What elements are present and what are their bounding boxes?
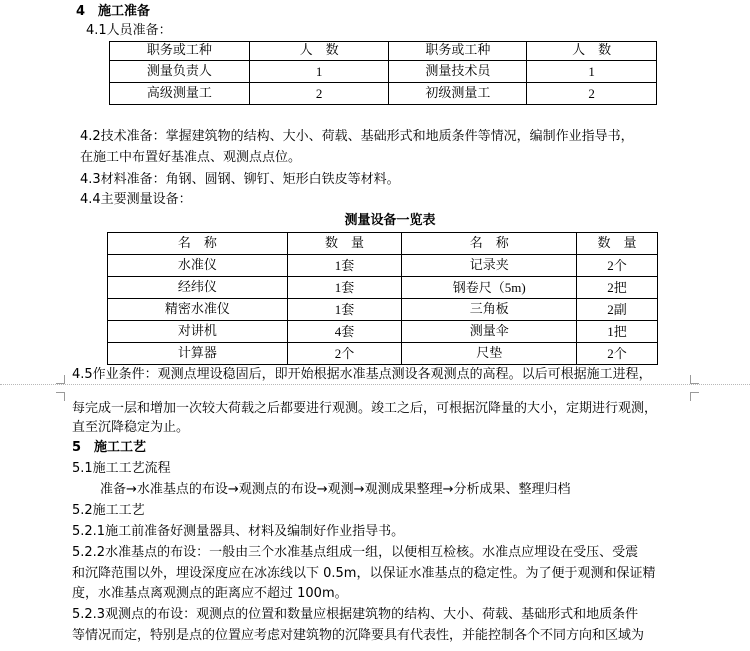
table-row xyxy=(108,277,658,299)
table-header-row xyxy=(110,42,657,61)
table-cell: 1 xyxy=(249,61,389,83)
table-cell: 1套 xyxy=(287,277,402,299)
table-cell: 1套 xyxy=(287,255,402,277)
section-4-1-heading: 4.1人员准备： xyxy=(86,23,172,38)
section-4-5-line-1: 4.5作业条件：观测点埋设稳固后，即开始根据水准基点测设各观测点的高程。以后可根据施工进程， xyxy=(72,367,652,382)
section-5-2-3-line-2: 等情况而定，特别是点的位置应考虑对建筑物的沉降要具有代表性，并能控制各个不同方向和区域为 xyxy=(72,628,645,643)
header-cell: 人 数 xyxy=(527,42,657,61)
table-cell: 经纬仪 xyxy=(108,277,288,299)
page-break-divider xyxy=(0,384,750,385)
table-cell: 2 xyxy=(249,83,389,105)
table-cell: 三角板 xyxy=(402,299,577,321)
table-cell: 初级测量工 xyxy=(389,83,527,105)
corner-mark-icon xyxy=(56,375,65,384)
table-row xyxy=(108,321,658,343)
section-4-2-line-1: 4.2技术准备：掌握建筑物的结构、大小、荷载、基础形式和地质条件等情况，编制作业指导书， xyxy=(80,129,634,144)
section-4-3: 4.3材料准备：角钢、圆钢、铆钉、矩形白铁皮等材料。 xyxy=(80,172,400,187)
table-cell: 2 xyxy=(527,83,657,105)
table-row xyxy=(108,343,658,365)
table-cell: 2副 xyxy=(577,299,658,321)
section-4-5-line-2: 每完成一层和增加一次较大荷载之后都要进行观测。竣工之后，可根据沉降量的大小，定期进行观测， xyxy=(72,401,658,416)
table-cell: 2个 xyxy=(577,343,658,365)
section-4-2-line-2: 在施工中布置好基准点、观测点点位。 xyxy=(80,150,302,165)
table-cell: 尺垫 xyxy=(402,343,577,365)
table-cell: 精密水准仪 xyxy=(108,299,288,321)
table-cell: 对讲机 xyxy=(108,321,288,343)
table-cell: 1把 xyxy=(577,321,658,343)
header-cell: 数 量 xyxy=(577,233,658,255)
header-cell: 名 称 xyxy=(402,233,577,255)
header-cell: 数 量 xyxy=(287,233,402,255)
table-cell: 计算器 xyxy=(108,343,288,365)
table-cell: 2个 xyxy=(287,343,402,365)
table-cell: 记录夹 xyxy=(402,255,577,277)
table-cell: 4套 xyxy=(287,321,402,343)
section-5-2-1: 5.2.1施工前准备好测量器具、材料及编制好作业指导书。 xyxy=(72,524,405,539)
table-cell: 高级测量工 xyxy=(110,83,250,105)
corner-mark-icon xyxy=(690,375,699,384)
table-header-row xyxy=(108,233,658,255)
header-cell: 职务或工种 xyxy=(389,42,527,61)
corner-mark-icon xyxy=(690,392,699,401)
personnel-table xyxy=(109,41,657,105)
table-cell: 测量负责人 xyxy=(110,61,250,83)
table-cell: 测量技术员 xyxy=(389,61,527,83)
section-5-2-3-line-1: 5.2.3观测点的布设：观测点的位置和数量应根据建筑物的结构、大小、荷载、基础形式和地质条件 xyxy=(72,607,639,622)
table-cell: 1 xyxy=(527,61,657,83)
table-cell: 2把 xyxy=(577,277,658,299)
table-row xyxy=(108,255,658,277)
section-5-heading: 5 施工工艺 xyxy=(72,440,147,455)
table-cell: 钢卷尺（5m) xyxy=(402,277,577,299)
section-5-2-2-line-2: 和沉降范围以外，埋设深度应在冰冻线以下 0.5m，以保证水准基点的稳定性。为了便于观测和保证精 xyxy=(72,566,656,581)
equipment-table xyxy=(107,232,658,365)
section-5-2-2-line-3: 度，水准基点离观测点的距离应不超过 100m。 xyxy=(72,586,348,601)
section-4-5-line-3: 直至沉降稳定为止。 xyxy=(72,420,190,435)
section-5-1-heading: 5.1施工工艺流程 xyxy=(72,461,171,476)
table-row xyxy=(108,299,658,321)
table-cell: 测量伞 xyxy=(402,321,577,343)
table-cell: 水准仪 xyxy=(108,255,288,277)
equipment-table-title: 测量设备一览表 xyxy=(344,213,436,228)
table-cell: 1套 xyxy=(287,299,402,321)
corner-mark-icon xyxy=(56,392,65,401)
table-row xyxy=(110,83,657,105)
header-cell: 职务或工种 xyxy=(110,42,250,61)
table-row xyxy=(110,61,657,83)
section-5-2-2-line-1: 5.2.2水准基点的布设：一般由三个水准基点组成一组，以便相互检核。水准点应埋设在受压、受震 xyxy=(72,545,639,560)
table-cell: 2个 xyxy=(577,255,658,277)
section-5-2-heading: 5.2施工工艺 xyxy=(72,503,145,518)
section-4-heading: 4 施工准备 xyxy=(76,4,151,19)
header-cell: 名 称 xyxy=(108,233,288,255)
section-4-4: 4.4主要测量设备： xyxy=(80,192,192,207)
process-flow: 准备→水准基点的布设→观测点的布设→观测→观测成果整理→分析成果、整理归档 xyxy=(100,482,571,497)
header-cell: 人 数 xyxy=(249,42,389,61)
